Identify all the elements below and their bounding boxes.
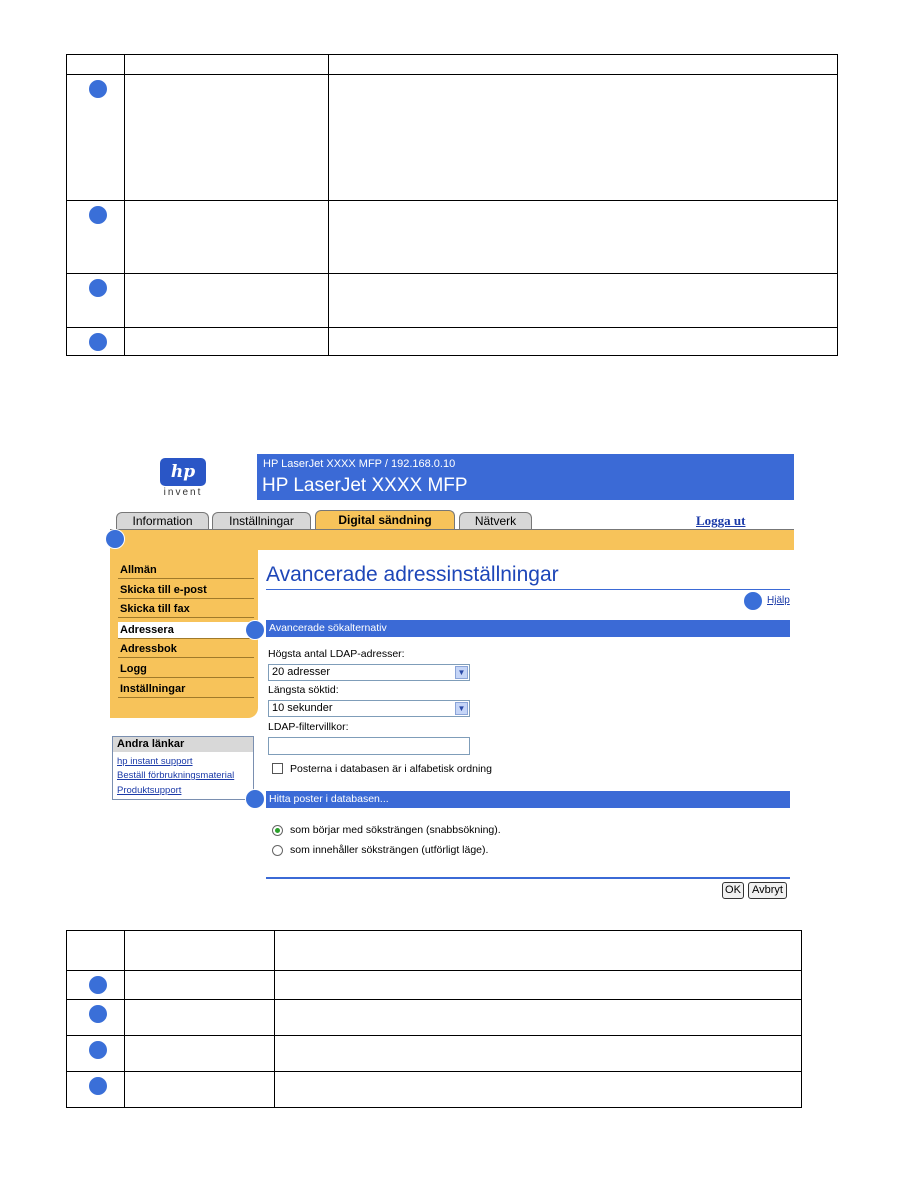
max-ldap-label: Högsta antal LDAP-adresser: bbox=[268, 648, 405, 660]
max-time-value: 10 sekunder bbox=[272, 702, 333, 714]
section-header-advanced-search: Avancerade sökalternativ bbox=[266, 620, 790, 637]
sidebar-item-log[interactable]: Logg bbox=[118, 661, 254, 678]
callout-marker bbox=[88, 975, 108, 995]
chevron-down-icon: ▼ bbox=[455, 666, 468, 679]
sidebar-item-send-to-email[interactable]: Skicka till e-post bbox=[118, 582, 254, 599]
table-cell bbox=[125, 931, 275, 971]
table-cell bbox=[67, 1036, 125, 1072]
other-links-title: Andra länkar bbox=[113, 737, 253, 752]
table-cell bbox=[329, 55, 838, 75]
callout-marker bbox=[245, 620, 265, 640]
callout-marker bbox=[88, 79, 108, 99]
table-row bbox=[67, 201, 838, 274]
hp-logo-text: hp bbox=[170, 462, 196, 482]
table-cell bbox=[125, 55, 329, 75]
table-row bbox=[67, 274, 838, 328]
callout-marker bbox=[88, 278, 108, 298]
section-header-find-entries: Hitta poster i databasen... bbox=[266, 791, 790, 808]
table-cell bbox=[67, 328, 125, 356]
callout-marker bbox=[88, 1040, 108, 1060]
thorough-search-radio[interactable] bbox=[272, 845, 283, 856]
table-cell bbox=[125, 75, 329, 201]
table-cell bbox=[275, 1036, 802, 1072]
tab-information[interactable]: Information bbox=[116, 512, 209, 530]
callout-marker bbox=[88, 1076, 108, 1096]
table-cell bbox=[125, 328, 329, 356]
nav-top-bar bbox=[110, 530, 794, 550]
sidebar-item-preferences[interactable]: Inställningar bbox=[118, 681, 254, 698]
table-cell bbox=[67, 201, 125, 274]
table-cell bbox=[67, 55, 125, 75]
help-link[interactable]: Hjälp bbox=[767, 595, 790, 606]
sidebar-item-addressing[interactable]: Adressera bbox=[118, 622, 254, 639]
top-reference-table bbox=[66, 54, 838, 356]
table-cell bbox=[275, 931, 802, 971]
sidebar-item-send-to-fax[interactable]: Skicka till fax bbox=[118, 601, 254, 618]
link-order-supplies[interactable]: Beställ förbrukningsmaterial bbox=[117, 770, 235, 781]
bottom-divider bbox=[266, 877, 790, 879]
hp-invent-tagline: invent bbox=[163, 487, 203, 498]
max-ldap-select[interactable] bbox=[268, 664, 470, 681]
callout-marker bbox=[245, 789, 265, 809]
ldap-filter-input[interactable] bbox=[268, 737, 470, 755]
tab-network[interactable]: Nätverk bbox=[459, 512, 532, 530]
logout-link[interactable]: Logga ut bbox=[696, 513, 746, 528]
callout-marker bbox=[743, 591, 763, 611]
table-cell bbox=[329, 328, 838, 356]
table-cell bbox=[275, 1072, 802, 1108]
table-row bbox=[67, 931, 802, 971]
table-cell bbox=[125, 201, 329, 274]
thorough-search-label: som innehåller söksträngen (utförligt läge). bbox=[290, 844, 489, 856]
table-row bbox=[67, 1072, 802, 1108]
page-title: Avancerade adressinställningar bbox=[266, 563, 559, 586]
table-cell bbox=[67, 1000, 125, 1036]
callout-marker bbox=[105, 529, 125, 549]
link-instant-support[interactable]: hp instant support bbox=[117, 756, 193, 767]
table-row bbox=[67, 971, 802, 1000]
header-banner bbox=[257, 454, 794, 500]
table-cell bbox=[125, 274, 329, 328]
device-name: HP LaserJet XXXX MFP bbox=[262, 475, 468, 496]
max-time-label: Längsta söktid: bbox=[268, 684, 339, 696]
callout-marker bbox=[88, 1004, 108, 1024]
ok-button[interactable]: OK bbox=[722, 882, 744, 899]
sidebar-item-general[interactable]: Allmän bbox=[118, 562, 254, 579]
table-row bbox=[67, 1000, 802, 1036]
chevron-down-icon: ▼ bbox=[455, 702, 468, 715]
tab-settings[interactable]: Inställningar bbox=[212, 512, 311, 530]
table-cell bbox=[329, 274, 838, 328]
table-cell bbox=[275, 1000, 802, 1036]
table-cell bbox=[125, 1072, 275, 1108]
table-cell bbox=[125, 1000, 275, 1036]
callout-marker bbox=[88, 332, 108, 352]
title-divider bbox=[266, 589, 790, 590]
link-product-support[interactable]: Produktsupport bbox=[117, 785, 182, 796]
table-cell bbox=[67, 75, 125, 201]
table-cell bbox=[67, 931, 125, 971]
ldap-filter-label: LDAP-filtervillkor: bbox=[268, 721, 349, 733]
table-cell bbox=[67, 274, 125, 328]
table-cell bbox=[125, 1036, 275, 1072]
alphabetical-label: Posterna i databasen är i alfabetisk ordning bbox=[290, 763, 492, 775]
table-cell bbox=[67, 971, 125, 1000]
other-links-box bbox=[112, 736, 254, 800]
callout-marker bbox=[88, 205, 108, 225]
alphabetical-checkbox[interactable] bbox=[272, 763, 283, 774]
table-cell bbox=[329, 75, 838, 201]
table-cell bbox=[329, 201, 838, 274]
table-row bbox=[67, 328, 838, 356]
table-row bbox=[67, 75, 838, 201]
cancel-button[interactable]: Avbryt bbox=[748, 882, 787, 899]
quick-search-label: som börjar med söksträngen (snabbsökning). bbox=[290, 824, 501, 836]
tab-digital-sending[interactable]: Digital sändning bbox=[315, 510, 455, 530]
table-row bbox=[67, 1036, 802, 1072]
quick-search-radio[interactable] bbox=[272, 825, 283, 836]
table-cell bbox=[275, 971, 802, 1000]
table-cell bbox=[125, 971, 275, 1000]
table-row bbox=[67, 55, 838, 75]
hp-logo bbox=[160, 458, 206, 486]
table-cell bbox=[67, 1072, 125, 1108]
max-ldap-value: 20 adresser bbox=[272, 666, 331, 678]
max-time-select[interactable] bbox=[268, 700, 470, 717]
bottom-reference-table bbox=[66, 930, 802, 1108]
sidebar-item-address-book[interactable]: Adressbok bbox=[118, 641, 254, 658]
device-address: HP LaserJet XXXX MFP / 192.168.0.10 bbox=[263, 458, 456, 470]
